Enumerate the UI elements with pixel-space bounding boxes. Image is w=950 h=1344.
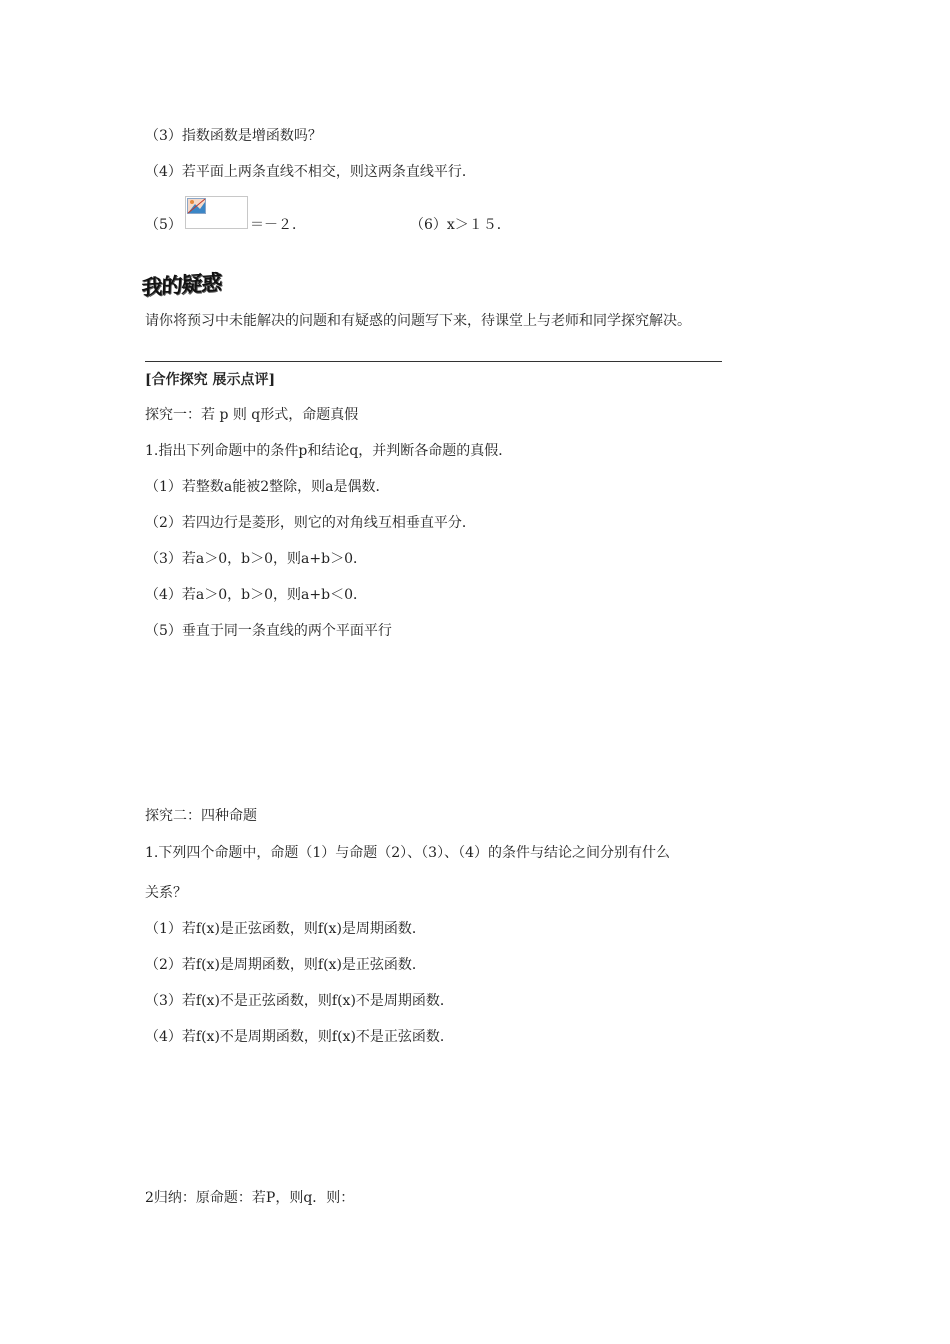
explore2-item: （2）若f(x)是周期函数，则f(x)是正弦函数． (145, 957, 426, 973)
explore2-item: （1）若f(x)是正弦函数，则f(x)是周期函数． (145, 921, 426, 937)
broken-image-icon (187, 198, 206, 214)
doubt-heading: 我的疑惑 (141, 270, 222, 300)
explore2-item: （3）若f(x)不是正弦函数，则f(x)不是周期函数． (145, 993, 454, 1009)
explore1-title: 探究一：若 p 则 q形式，命题真假 (145, 407, 359, 423)
preview-q4: （4）若平面上两条直线不相交，则这两条直线平行． (145, 164, 476, 180)
explore2-task-line2: 关系？ (145, 885, 187, 901)
explore1-item: （5）垂直于同一条直线的两个平面平行 (145, 623, 392, 639)
explore2-item: （4）若f(x)不是周期函数，则f(x)不是正弦函数． (145, 1029, 454, 1045)
explore2-title: 探究二：四种命题 (145, 808, 257, 824)
cooperation-title: [合作探究 展示点评] (145, 372, 276, 388)
doubt-instruction: 请你将预习中未能解决的问题和有疑惑的问题写下来，待课堂上与老师和同学探究解决。 (145, 313, 691, 329)
explore1-item: （4）若a＞0，b＞0，则a+b＜0． (145, 587, 367, 603)
preview-q3: （3）指数函数是增函数吗？ (145, 128, 322, 144)
q5-prefix: （5） (145, 217, 182, 233)
answer-rule (145, 361, 722, 362)
explore1-item: （1）若整数a能被2整除，则a是偶数． (145, 479, 390, 495)
explore2-task-line1: 1.下列四个命题中，命题（1）与命题（2）、（3）、（4）的条件与结论之间分别有什么 (145, 845, 670, 861)
explore1-item: （2）若四边行是菱形，则它的对角线互相垂直平分． (145, 515, 476, 531)
summary-line: 2归纳：原命题：若P，则q．则： (145, 1190, 355, 1206)
formula-image-placeholder (185, 196, 248, 229)
preview-q5-suffix: ＝－２． (250, 217, 306, 233)
preview-q6: （6）x＞１５． (410, 217, 511, 233)
explore1-item: （3）若a＞0，b＞0，则a+b＞0． (145, 551, 367, 567)
explore1-task: 1.指出下列命题中的条件p和结论q，并判断各命题的真假． (145, 443, 513, 459)
preview-q5 (145, 215, 182, 235)
